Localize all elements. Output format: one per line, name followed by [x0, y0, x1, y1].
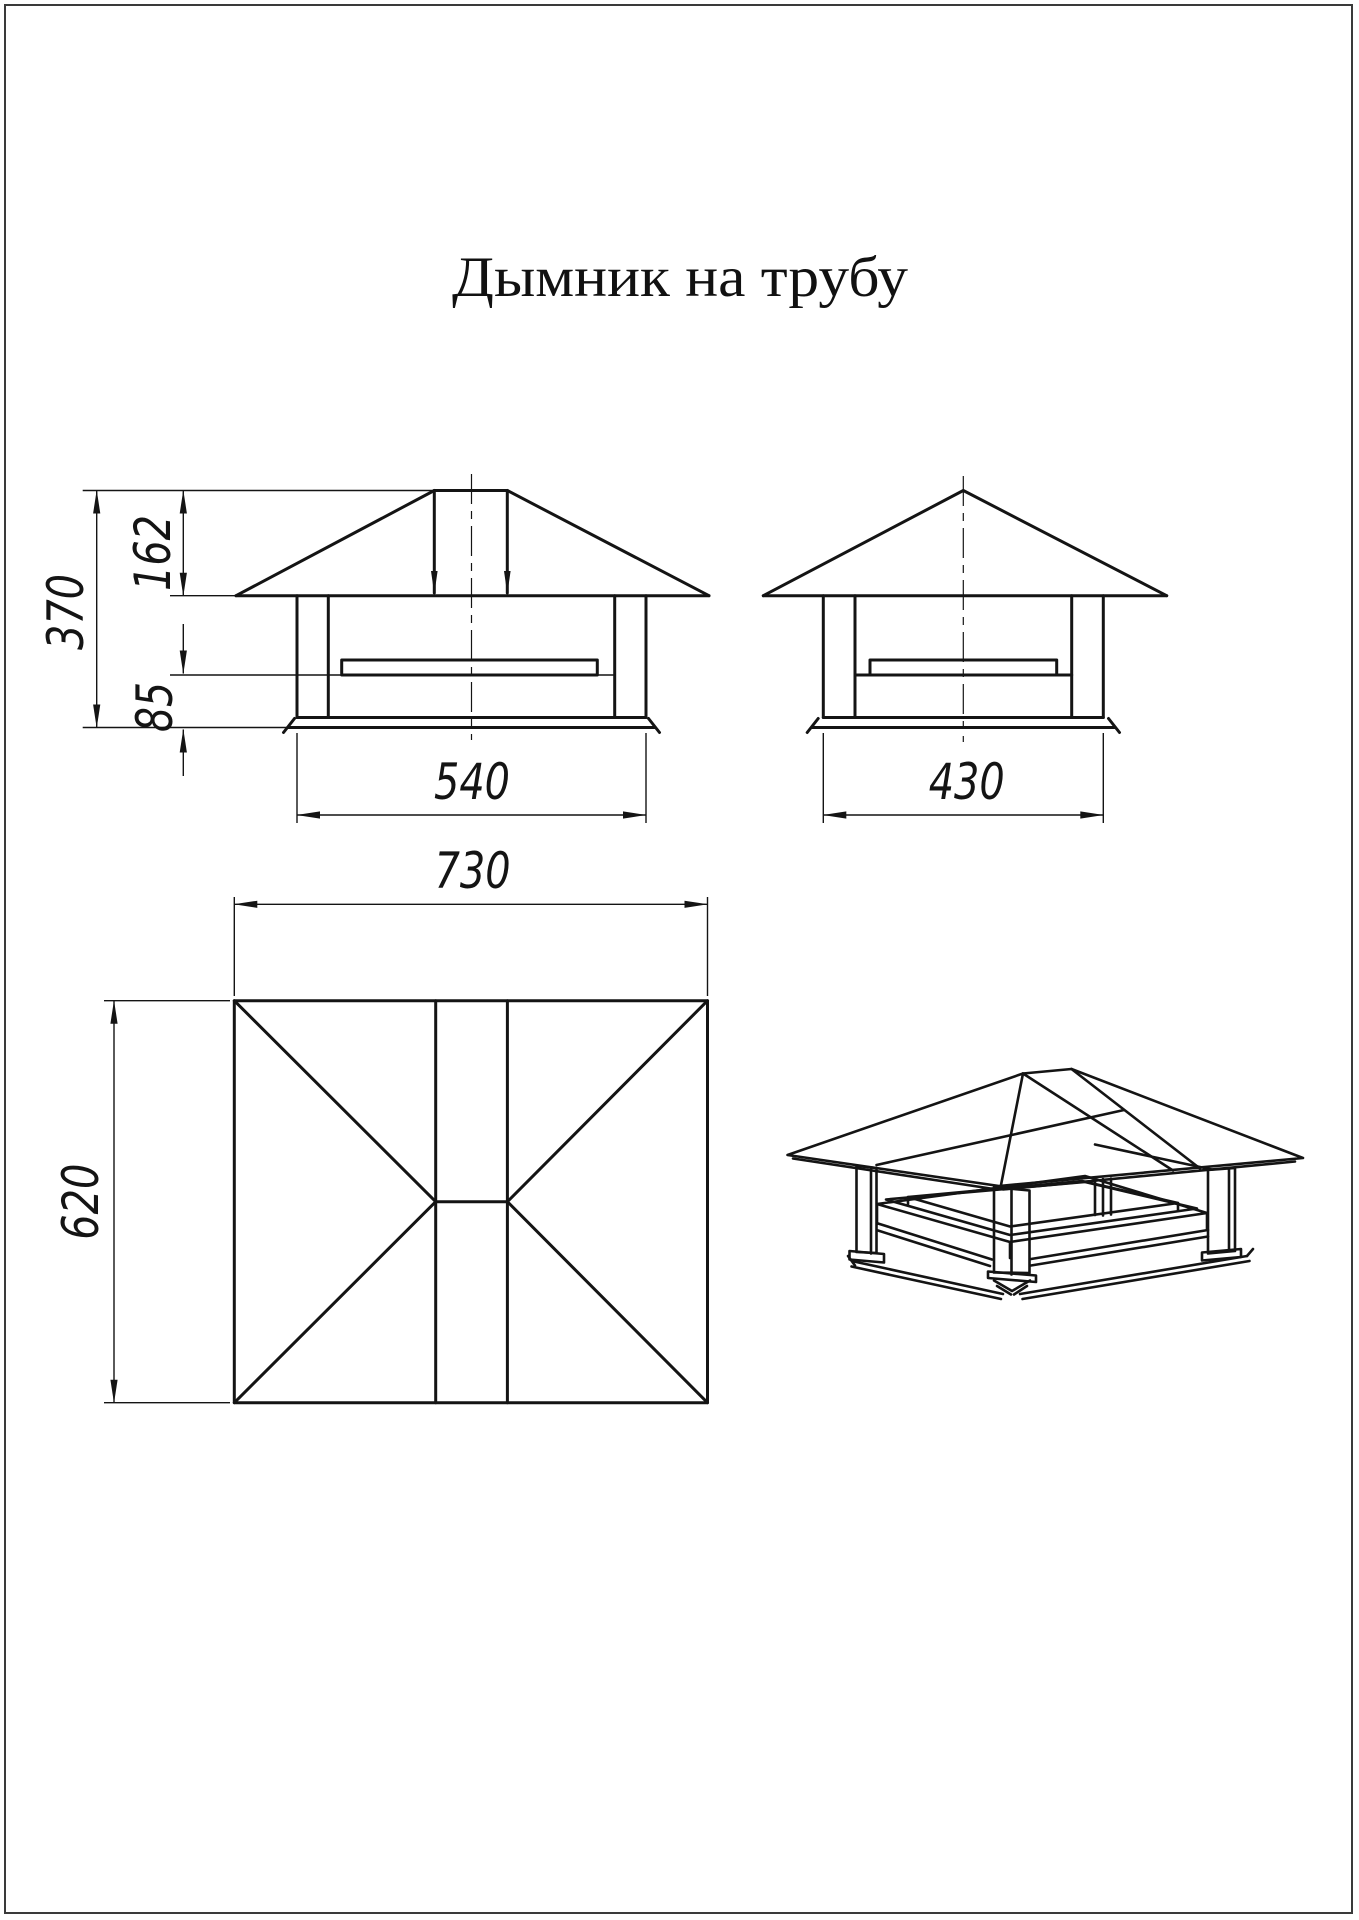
- dim-730-ext: [234, 897, 707, 996]
- iso-roof-hip-front: [1001, 1074, 1023, 1186]
- dim-85: [126, 624, 184, 776]
- front-roof-slope-left: [236, 491, 434, 596]
- dim-370-text: 370: [37, 554, 95, 650]
- dim-430-text: 430: [928, 753, 1005, 811]
- iso-post-right: [1202, 1168, 1241, 1261]
- drawing-title: Дымник на трубу: [452, 246, 909, 309]
- iso-post-front: [988, 1187, 1036, 1282]
- band-right-arrow: [504, 571, 511, 594]
- iso-eave-underside: [793, 1159, 1295, 1190]
- dim-620-ext: [104, 1001, 230, 1403]
- iso-post-left: [850, 1166, 885, 1263]
- iso-flange-left: [852, 1262, 1004, 1300]
- iso-far-top-edge: [877, 1110, 1125, 1165]
- iso-inner-plate: [908, 1181, 1178, 1227]
- dim-620-text: 620: [52, 1144, 110, 1240]
- top-view: [52, 842, 708, 1403]
- iso-frame-ring-inner: [886, 1182, 1197, 1235]
- dim-162-text: 162: [124, 495, 182, 591]
- dim-430: [823, 733, 1103, 823]
- dim-540-text: 540: [434, 753, 510, 811]
- band-left-arrow: [431, 571, 438, 594]
- front-roof-slope-right: [507, 491, 709, 596]
- front-view: [37, 474, 709, 823]
- iso-skirt-left: [878, 1224, 992, 1267]
- dim-540: [297, 733, 646, 823]
- side-view: [763, 476, 1166, 823]
- side-roof-slopes: [763, 491, 1166, 596]
- iso-roof: [788, 1069, 1304, 1190]
- dim-730-text: 730: [434, 842, 511, 900]
- dim-620: [52, 1001, 230, 1403]
- isometric-view: [788, 1069, 1304, 1299]
- dim-730: [234, 842, 707, 996]
- front-inner-plate: [342, 660, 598, 675]
- dim-162: [124, 491, 183, 596]
- dim-85-text: 85: [126, 668, 184, 732]
